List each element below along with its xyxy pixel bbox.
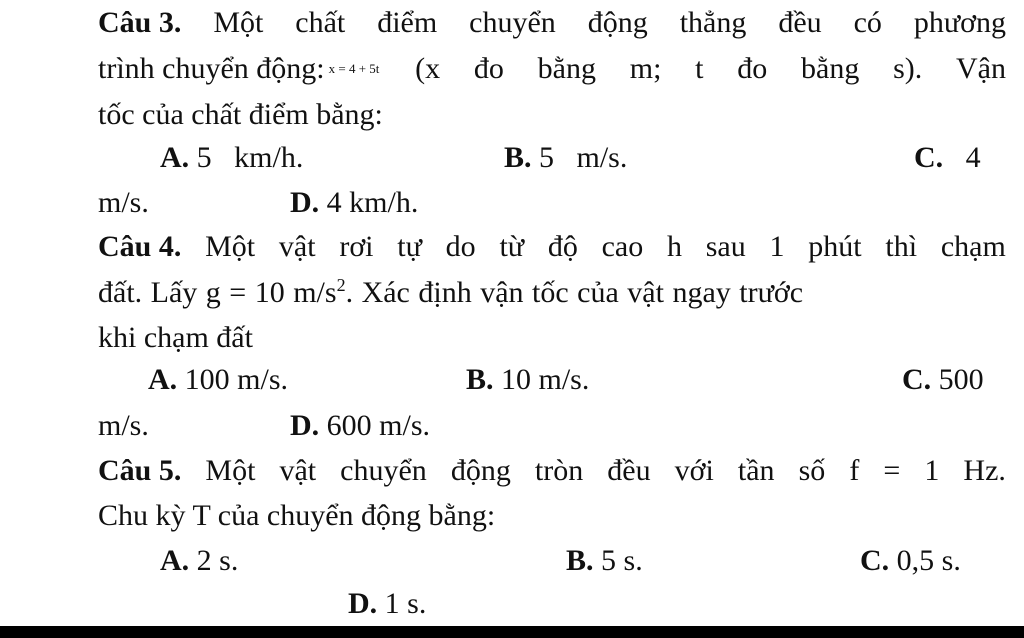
q5-word: với bbox=[674, 454, 714, 487]
bottom-border-bar bbox=[0, 626, 1024, 638]
q3-word: chuyển bbox=[469, 6, 556, 39]
q5-options-row bbox=[0, 538, 1024, 584]
q5-word: đều bbox=[607, 454, 651, 487]
q3-word: bằng bbox=[801, 52, 860, 85]
q3-word: Một bbox=[213, 6, 264, 39]
q3-word: bằng bbox=[537, 52, 596, 85]
q5-word: = bbox=[883, 454, 901, 487]
q3-formula: x = 4 + 5t bbox=[328, 61, 380, 76]
q5-word: 1 bbox=[924, 454, 940, 487]
q5-option-a[interactable]: A. 2 s. bbox=[160, 544, 239, 577]
q3-word: đo bbox=[737, 52, 768, 85]
q5-word: tròn bbox=[534, 454, 584, 487]
q5-word: số bbox=[798, 454, 826, 487]
q5-option-c[interactable]: C. 0,5 s. bbox=[860, 544, 961, 577]
q4-options-row bbox=[0, 357, 1024, 403]
q4-word: từ bbox=[499, 230, 525, 263]
q5-word: Một bbox=[205, 454, 256, 487]
q5-word: động bbox=[450, 454, 511, 487]
q4-line-2 bbox=[0, 270, 1024, 316]
q3-word: chất bbox=[295, 6, 346, 39]
q4-option-a[interactable]: A. 100 m/s. bbox=[148, 363, 289, 396]
q4-line-1 bbox=[98, 224, 1006, 270]
q4-word: sau bbox=[705, 230, 746, 263]
q3-word: t bbox=[695, 52, 704, 85]
q5-number: Câu 5. bbox=[98, 454, 182, 487]
q3-number: Câu 3. bbox=[98, 6, 182, 39]
q3-word: (x bbox=[415, 52, 441, 85]
q5-line-2 bbox=[0, 493, 1024, 539]
q5-word: chuyển bbox=[340, 454, 427, 487]
q4-word: vật bbox=[278, 230, 316, 263]
q3-word: thẳng bbox=[679, 6, 747, 39]
q5-option-d[interactable]: D. 1 s. bbox=[348, 587, 427, 620]
q5-word: vật bbox=[279, 454, 317, 487]
q4-word: Một bbox=[205, 230, 256, 263]
q3-option-b[interactable]: B. 5 m/s. bbox=[504, 141, 628, 174]
q5-options-row-2 bbox=[0, 581, 1024, 627]
q3-word: phương bbox=[913, 6, 1006, 39]
q4-word: chạm bbox=[940, 230, 1006, 263]
q4-option-c-continued: m/s. bbox=[98, 409, 149, 442]
q5-word: f bbox=[849, 454, 860, 487]
q5-word: Hz. bbox=[963, 454, 1006, 487]
q4-word: do bbox=[445, 230, 476, 263]
q3-word: động bbox=[587, 6, 648, 39]
q3-word: điểm bbox=[377, 6, 438, 39]
q4-word: h bbox=[666, 230, 682, 263]
q4-line-3-text: khi chạm đất bbox=[98, 321, 253, 354]
q3-line-1 bbox=[98, 0, 1006, 46]
q3-line-2-start: trình chuyển động: x = 4 + 5t bbox=[98, 52, 380, 85]
q5-line-2-text: Chu kỳ T của chuyển động bằng: bbox=[98, 499, 496, 532]
q4-word: 1 bbox=[769, 230, 785, 263]
q3-line-2 bbox=[98, 46, 1006, 92]
q4-word: cao bbox=[601, 230, 644, 263]
q3-word: m; bbox=[629, 52, 662, 85]
q3-word: s). bbox=[893, 52, 923, 85]
q4-line-3 bbox=[0, 315, 1024, 361]
q4-number: Câu 4. bbox=[98, 230, 182, 263]
q4-option-d[interactable]: D. 600 m/s. bbox=[290, 409, 431, 442]
q3-options-row-2 bbox=[0, 180, 1024, 226]
q4-word: rơi bbox=[339, 230, 374, 263]
q4-word: phút bbox=[808, 230, 862, 263]
q3-word: đo bbox=[473, 52, 504, 85]
q4-line-2-text: đất. Lấy g = 10 $m/s^2$. Xác định vận tốc của vật ngay trước bbox=[98, 275, 804, 309]
q4-word: độ bbox=[547, 230, 578, 263]
q4-option-b[interactable]: B. 10 m/s. bbox=[466, 363, 590, 396]
q4-word: thì bbox=[885, 230, 918, 263]
q3-word: đều bbox=[778, 6, 822, 39]
q3-options-row bbox=[0, 135, 1024, 181]
q5-line-1 bbox=[98, 448, 1006, 494]
q5-option-b[interactable]: B. 5 s. bbox=[566, 544, 643, 577]
q3-word: có bbox=[853, 6, 882, 39]
q4-exponent: 2 bbox=[336, 275, 346, 295]
q5-word: tần bbox=[737, 454, 775, 487]
q4-word: tự bbox=[397, 230, 422, 263]
q4-options-row-2 bbox=[0, 403, 1024, 449]
q3-option-c[interactable]: C. 4 bbox=[914, 141, 981, 174]
q4-option-c[interactable]: C. 500 bbox=[902, 363, 984, 396]
q3-line-3 bbox=[0, 92, 1024, 138]
q3-line-3-text: tốc của chất điểm bằng: bbox=[98, 98, 383, 131]
q3-option-d[interactable]: D. 4 km/h. bbox=[290, 186, 419, 219]
q3-option-c-continued: m/s. bbox=[98, 186, 149, 219]
q3-word: Vận bbox=[956, 52, 1006, 85]
q3-option-a[interactable]: A. 5 km/h. bbox=[160, 141, 304, 174]
